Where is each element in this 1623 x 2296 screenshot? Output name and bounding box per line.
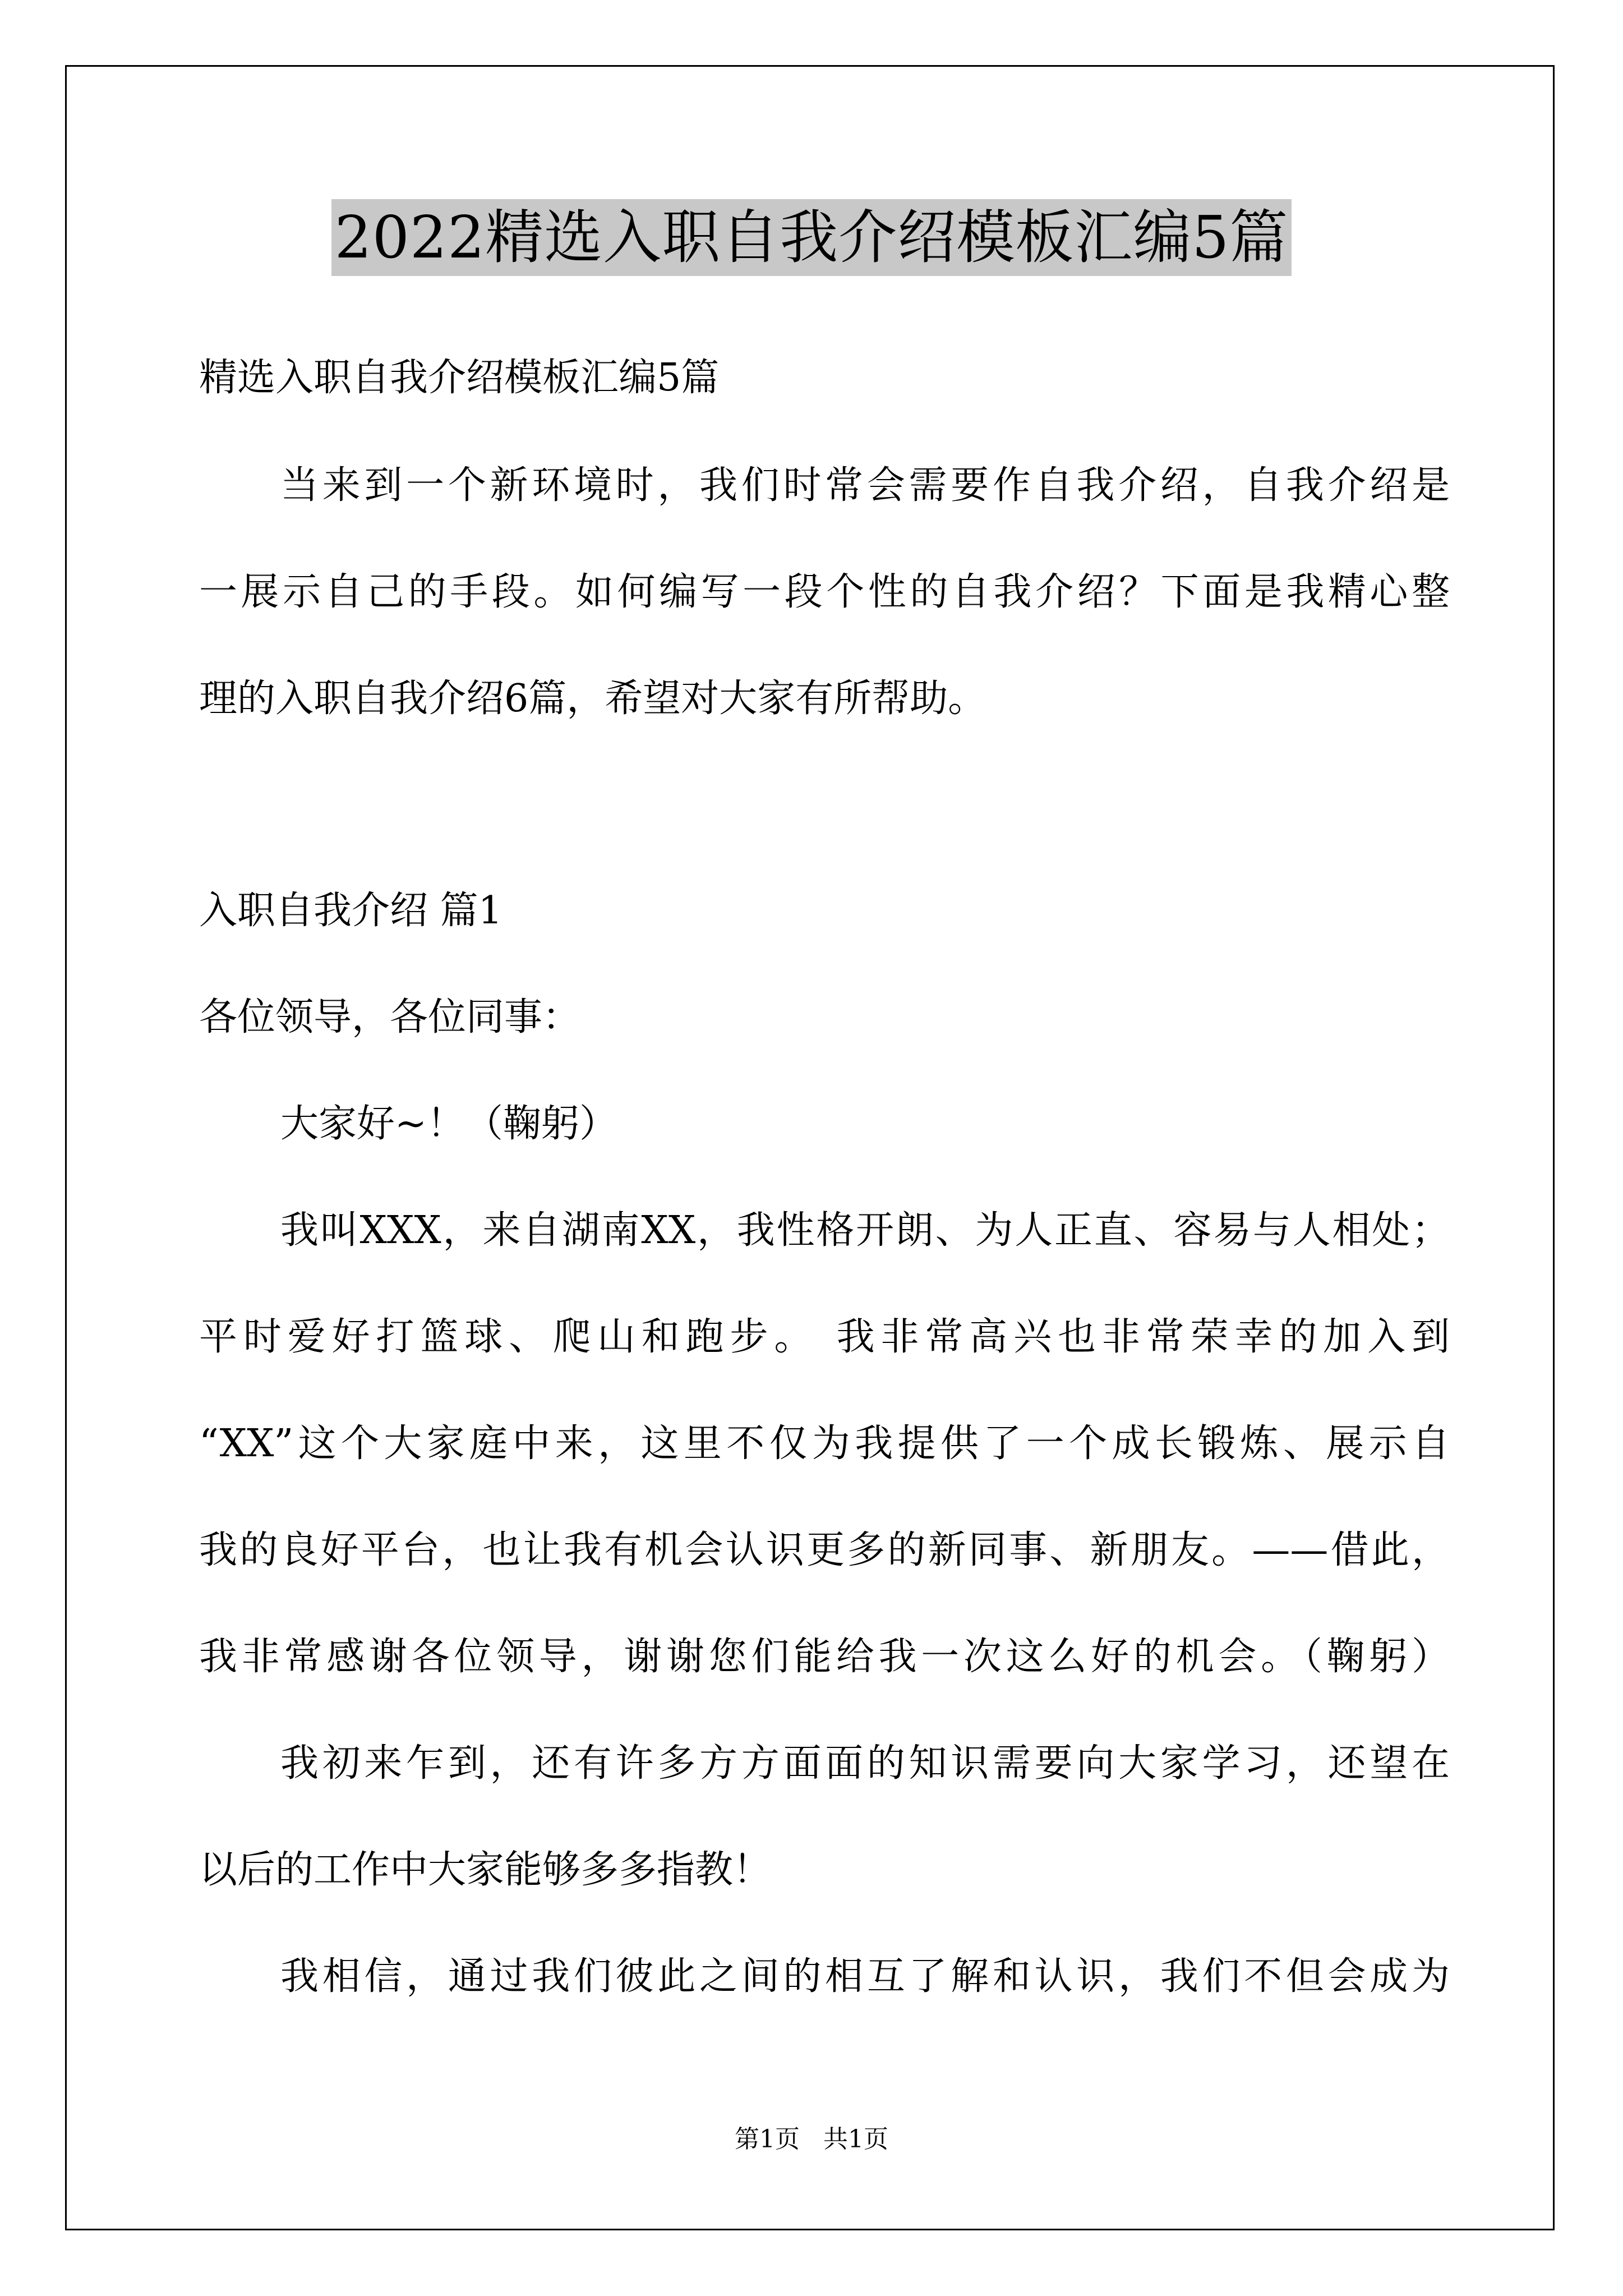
document-title: 2022精选入职自我介绍模板汇编5篇: [331, 199, 1292, 276]
salutation: 各位领导，各位同事：: [199, 995, 581, 1039]
paragraph-line: 我非常感谢各位领导，谢谢您们能给我一次这么好的机会。（鞠躬）: [199, 1635, 1450, 1679]
paragraph-line: 我初来乍到，还有许多方方面面的知识需要向大家学习，还望在: [280, 1741, 1450, 1786]
paragraph-line: “XX”这个大家庭中来，这里不仅为我提供了一个成长锻炼、展示自: [199, 1421, 1450, 1466]
intro-line: 当来到一个新环境时，我们时常会需要作自我介绍，自我介绍是: [280, 463, 1450, 508]
paragraph-line: 平时爱好打篮球、爬山和跑步。 我非常高兴也非常荣幸的加入到: [199, 1315, 1450, 1359]
paragraph-line: 以后的工作中大家能够多多指教！: [199, 1848, 772, 1892]
paragraph-line: 我叫XXX，来自湖南XX，我性格开朗、为人正直、容易与人相处；: [280, 1208, 1450, 1253]
subtitle: 精选入职自我介绍模板汇编5篇: [199, 356, 720, 400]
paragraph-line: 我相信，通过我们彼此之间的相互了解和认识，我们不但会成为: [280, 1954, 1450, 1999]
intro-line: 理的入职自我介绍6篇，希望对大家有所帮助。: [199, 677, 986, 721]
intro-line: 一展示自己的手段。如何编写一段个性的自我介绍？下面是我精心整: [199, 570, 1450, 614]
page-footer: 第1页 共1页: [735, 2125, 888, 2154]
greeting: 大家好~！（鞠躬）: [280, 1102, 617, 1146]
section-heading: 入职自我介绍 篇1: [199, 889, 502, 933]
title-container: [0, 199, 1623, 276]
paragraph-line: 我的良好平台，也让我有机会认识更多的新同事、新朋友。——借此，: [199, 1528, 1450, 1572]
